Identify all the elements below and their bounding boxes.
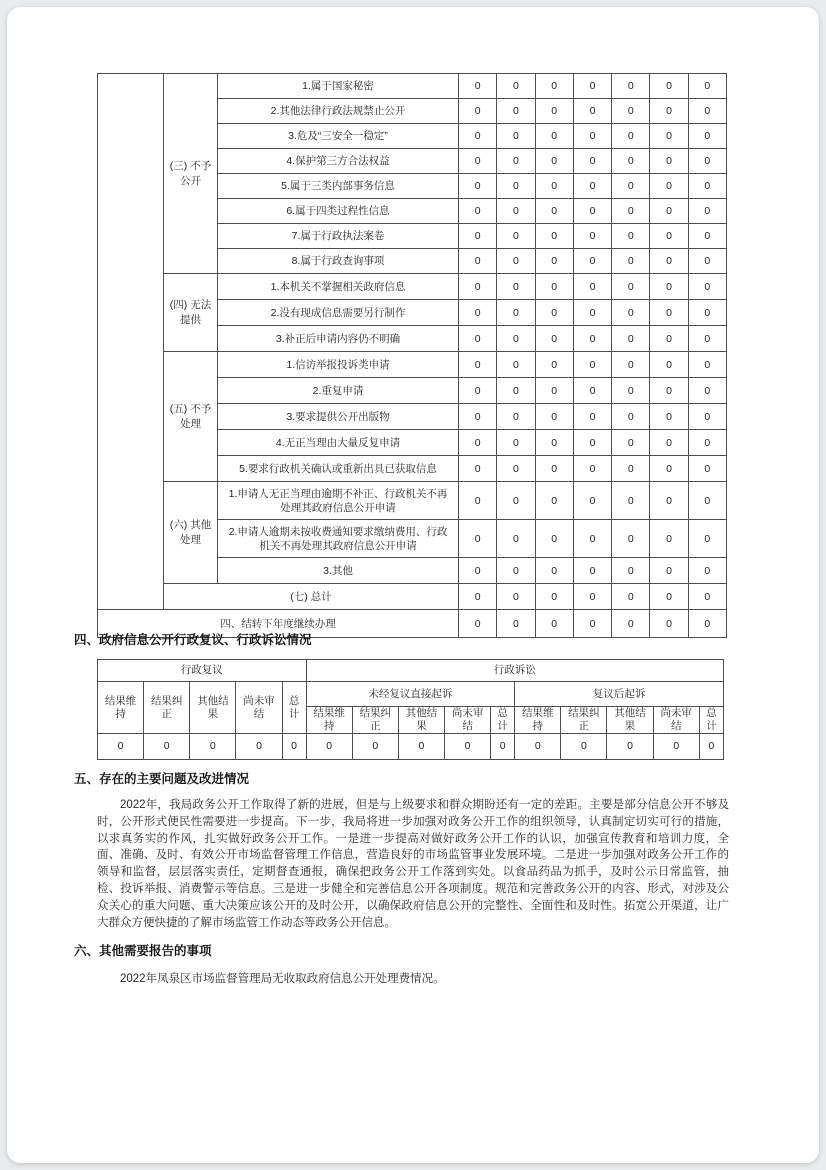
value-cell: 0 — [535, 584, 573, 610]
value-cell: 0 — [688, 300, 726, 326]
value-cell: 0 — [688, 404, 726, 430]
row-label: 6.属于四类过程性信息 — [218, 199, 459, 224]
value-cell: 0 — [497, 274, 535, 300]
column-header: 尚未审结 — [445, 707, 491, 734]
value-cell: 0 — [653, 734, 699, 760]
value-cell: 0 — [612, 99, 650, 124]
value-cell: 0 — [650, 352, 688, 378]
value-cell: 0 — [535, 99, 573, 124]
category-cell-other-processing: (六) 其他处理 — [164, 482, 218, 584]
value-cell: 0 — [497, 378, 535, 404]
value-cell: 0 — [688, 249, 726, 274]
column-header: 结果纠正 — [352, 707, 398, 734]
value-cell: 0 — [573, 99, 611, 124]
value-cell: 0 — [699, 734, 723, 760]
value-cell: 0 — [459, 326, 497, 352]
problems-improvements-paragraph: 2022年，我局政务公开工作取得了新的进展，但是与上级要求和群众期盼还有一定的差距。主要是部分信息公开不够及时，公开形式便民性需要进一步提高。下一步，我局将进一步加强对政务公开工作的组织领导，认真制定切实可行的措施，以求真务实的作风，扎实做好政务公开工作。一是进一步提高对做好政务公开工作的认识，加强宣传教育和培训力度，全面、准确、及时、有效公开市场监督管理工作信息，营造良好的市场监管事业发展环境。二是进一步加强对政务公开工作的领导和监督，层层落实责任，定期督查通报，确保把政务公开工作落到实处。以食品药品为抓手，及时公示日常监管，抽检、投诉举报、消费警示等信息。三是进一步健全和完善信息公开各项制度。规范和完善政务公开的内容、形式，对涉及公众关心的重大问题、重大决策应该公开的及时公开，以确保政府信息公开的完整性、全面性和及时性。拓宽公开渠道，让广大群众方便快捷的了解市场监管工作动态等政务公开信息。 — [97, 799, 729, 929]
value-cell: 0 — [688, 174, 726, 199]
row-label: 7.属于行政执法案卷 — [218, 224, 459, 249]
value-cell: 0 — [497, 124, 535, 149]
value-cell: 0 — [688, 326, 726, 352]
value-cell: 0 — [535, 326, 573, 352]
value-cell: 0 — [497, 326, 535, 352]
value-cell: 0 — [650, 520, 688, 558]
value-cell: 0 — [688, 124, 726, 149]
value-cell: 0 — [459, 404, 497, 430]
value-cell: 0 — [497, 482, 535, 520]
value-cell: 0 — [688, 274, 726, 300]
value-cell: 0 — [497, 149, 535, 174]
value-cell: 0 — [535, 430, 573, 456]
value-cell: 0 — [688, 199, 726, 224]
value-cell: 0 — [459, 584, 497, 610]
value-cell: 0 — [612, 558, 650, 584]
row-label: 2.重复申请 — [218, 378, 459, 404]
value-cell: 0 — [535, 274, 573, 300]
table-row — [98, 274, 727, 300]
document-page — [7, 7, 819, 1163]
row-label: 3.要求提供公开出版物 — [218, 404, 459, 430]
value-cell: 0 — [459, 520, 497, 558]
value-cell: 0 — [612, 584, 650, 610]
value-cell: 0 — [459, 558, 497, 584]
column-header: 其他结果 — [398, 707, 444, 734]
section-heading-problems-improvements: 五、存在的主要问题及改进情况 — [74, 772, 250, 786]
value-cell: 0 — [612, 174, 650, 199]
row-label: 4.无正当理由大量反复申请 — [218, 430, 459, 456]
total-row-label: (七) 总计 — [164, 584, 459, 610]
category-cell-not-processed: (五) 不予处理 — [164, 352, 218, 482]
row-label: 3.其他 — [218, 558, 459, 584]
value-cell: 0 — [573, 300, 611, 326]
value-cell: 0 — [573, 326, 611, 352]
value-cell: 0 — [459, 224, 497, 249]
subgroup-header-after-reconsideration: 复议后起诉 — [515, 682, 724, 707]
value-cell: 0 — [573, 610, 611, 638]
value-cell: 0 — [497, 249, 535, 274]
column-header: 其他结果 — [190, 682, 236, 734]
value-cell: 0 — [688, 224, 726, 249]
value-cell: 0 — [612, 378, 650, 404]
value-cell: 0 — [650, 558, 688, 584]
table-row — [98, 682, 724, 707]
subgroup-header-direct-litigation: 未经复议直接起诉 — [306, 682, 515, 707]
value-cell: 0 — [612, 124, 650, 149]
value-cell: 0 — [688, 99, 726, 124]
value-cell: 0 — [535, 610, 573, 638]
value-cell: 0 — [497, 456, 535, 482]
value-cell: 0 — [398, 734, 444, 760]
value-cell: 0 — [612, 610, 650, 638]
value-cell: 0 — [535, 74, 573, 99]
value-cell: 0 — [650, 99, 688, 124]
row-label: 3.补正后申请内容仍不明确 — [218, 326, 459, 352]
value-cell: 0 — [688, 520, 726, 558]
value-cell: 0 — [573, 404, 611, 430]
group-header-reconsideration: 行政复议 — [98, 660, 307, 682]
section-heading-reconsideration-litigation: 四、政府信息公开行政复议、行政诉讼情况 — [74, 633, 312, 647]
value-cell: 0 — [573, 430, 611, 456]
value-cell: 0 — [650, 149, 688, 174]
column-header: 其他结果 — [607, 707, 653, 734]
value-cell: 0 — [491, 734, 515, 760]
value-cell: 0 — [573, 224, 611, 249]
value-cell: 0 — [445, 734, 491, 760]
row-label: 2.没有现成信息需要另行制作 — [218, 300, 459, 326]
value-cell: 0 — [144, 734, 190, 760]
value-cell: 0 — [650, 224, 688, 249]
other-matters-paragraph: 2022年凤泉区市场监督管理局无收取政府信息公开处理费情况。 — [120, 973, 445, 985]
row-label: 1.本机关不掌握相关政府信息 — [218, 274, 459, 300]
value-cell: 0 — [573, 124, 611, 149]
column-header: 结果维持 — [306, 707, 352, 734]
table-row-values — [98, 734, 724, 760]
value-cell: 0 — [282, 734, 306, 760]
column-header: 尚未审结 — [236, 682, 282, 734]
value-cell: 0 — [459, 124, 497, 149]
row-label: 4.保护第三方合法权益 — [218, 149, 459, 174]
value-cell: 0 — [459, 249, 497, 274]
value-cell: 0 — [497, 99, 535, 124]
value-cell: 0 — [650, 456, 688, 482]
value-cell: 0 — [459, 274, 497, 300]
value-cell: 0 — [497, 352, 535, 378]
value-cell: 0 — [650, 74, 688, 99]
value-cell: 0 — [612, 300, 650, 326]
value-cell: 0 — [535, 482, 573, 520]
value-cell: 0 — [650, 378, 688, 404]
value-cell: 0 — [459, 482, 497, 520]
value-cell: 0 — [459, 456, 497, 482]
value-cell: 0 — [535, 174, 573, 199]
value-cell: 0 — [650, 274, 688, 300]
value-cell: 0 — [688, 482, 726, 520]
value-cell: 0 — [497, 610, 535, 638]
value-cell: 0 — [535, 404, 573, 430]
value-cell: 0 — [459, 378, 497, 404]
value-cell: 0 — [612, 326, 650, 352]
column-header: 总计 — [491, 707, 515, 734]
value-cell: 0 — [612, 199, 650, 224]
value-cell: 0 — [573, 378, 611, 404]
value-cell: 0 — [612, 352, 650, 378]
table-row-total — [98, 584, 727, 610]
value-cell: 0 — [688, 74, 726, 99]
value-cell: 0 — [612, 274, 650, 300]
carryover-row-label: 四、结转下年度继续办理 — [98, 610, 459, 638]
value-cell: 0 — [535, 124, 573, 149]
value-cell: 0 — [688, 558, 726, 584]
value-cell: 0 — [612, 456, 650, 482]
value-cell: 0 — [190, 734, 236, 760]
value-cell: 0 — [573, 520, 611, 558]
application-disposition-table — [97, 73, 727, 638]
column-header: 总计 — [699, 707, 723, 734]
value-cell: 0 — [573, 249, 611, 274]
value-cell: 0 — [573, 352, 611, 378]
value-cell: 0 — [688, 456, 726, 482]
value-cell: 0 — [535, 199, 573, 224]
value-cell: 0 — [612, 149, 650, 174]
value-cell: 0 — [497, 174, 535, 199]
value-cell: 0 — [612, 74, 650, 99]
value-cell: 0 — [497, 74, 535, 99]
value-cell: 0 — [650, 404, 688, 430]
value-cell: 0 — [612, 404, 650, 430]
value-cell: 0 — [650, 610, 688, 638]
value-cell: 0 — [459, 74, 497, 99]
value-cell: 0 — [459, 610, 497, 638]
value-cell: 0 — [459, 99, 497, 124]
value-cell: 0 — [573, 482, 611, 520]
group-header-litigation: 行政诉讼 — [306, 660, 723, 682]
value-cell: 0 — [459, 300, 497, 326]
section-heading-other-matters: 六、其他需要报告的事项 — [74, 944, 212, 958]
value-cell: 0 — [535, 352, 573, 378]
value-cell: 0 — [573, 174, 611, 199]
value-cell: 0 — [306, 734, 352, 760]
value-cell: 0 — [497, 404, 535, 430]
table-row — [98, 352, 727, 378]
value-cell: 0 — [573, 149, 611, 174]
column-header: 结果维持 — [515, 707, 561, 734]
value-cell: 0 — [535, 456, 573, 482]
row-label: 2.其他法律行政法规禁止公开 — [218, 99, 459, 124]
value-cell: 0 — [459, 174, 497, 199]
value-cell: 0 — [497, 300, 535, 326]
value-cell: 0 — [573, 558, 611, 584]
value-cell: 0 — [688, 352, 726, 378]
category-cell-unable-to-provide: (四) 无法提供 — [164, 274, 218, 352]
value-cell: 0 — [497, 584, 535, 610]
value-cell: 0 — [650, 584, 688, 610]
row-label: 3.危及“三安全一稳定” — [218, 124, 459, 149]
value-cell: 0 — [535, 378, 573, 404]
value-cell: 0 — [688, 584, 726, 610]
value-cell: 0 — [688, 430, 726, 456]
value-cell: 0 — [612, 249, 650, 274]
value-cell: 0 — [612, 482, 650, 520]
value-cell: 0 — [612, 224, 650, 249]
reconsideration-litigation-table — [97, 659, 724, 760]
value-cell: 0 — [497, 430, 535, 456]
category-cell-no-disclosure: (三) 不予公开 — [164, 74, 218, 274]
value-cell: 0 — [497, 224, 535, 249]
value-cell: 0 — [497, 520, 535, 558]
value-cell: 0 — [459, 199, 497, 224]
row-label: 5.要求行政机关确认或重新出具已获取信息 — [218, 456, 459, 482]
row-label: 5.属于三类内部事务信息 — [218, 174, 459, 199]
value-cell: 0 — [236, 734, 282, 760]
column-header: 结果纠正 — [561, 707, 607, 734]
value-cell: 0 — [607, 734, 653, 760]
value-cell: 0 — [98, 734, 144, 760]
row-label: 1.信访举报投诉类申请 — [218, 352, 459, 378]
column-header: 结果纠正 — [144, 682, 190, 734]
value-cell: 0 — [573, 274, 611, 300]
value-cell: 0 — [573, 199, 611, 224]
value-cell: 0 — [459, 352, 497, 378]
value-cell: 0 — [688, 149, 726, 174]
value-cell: 0 — [650, 326, 688, 352]
value-cell: 0 — [688, 610, 726, 638]
value-cell: 0 — [497, 558, 535, 584]
value-cell: 0 — [650, 482, 688, 520]
value-cell: 0 — [612, 430, 650, 456]
column-header: 总计 — [282, 682, 306, 734]
value-cell: 0 — [573, 584, 611, 610]
value-cell: 0 — [650, 174, 688, 199]
table-row — [98, 482, 727, 520]
row-label: 1.申请人无正当理由逾期不补正、行政机关不再处理其政府信息公开申请 — [218, 482, 459, 520]
left-merged-empty-cell — [98, 74, 164, 610]
table-row — [98, 660, 724, 682]
column-header: 尚未审结 — [653, 707, 699, 734]
table-row — [98, 74, 727, 99]
value-cell: 0 — [650, 249, 688, 274]
value-cell: 0 — [650, 300, 688, 326]
value-cell: 0 — [535, 558, 573, 584]
value-cell: 0 — [650, 124, 688, 149]
value-cell: 0 — [535, 520, 573, 558]
value-cell: 0 — [573, 456, 611, 482]
value-cell: 0 — [535, 249, 573, 274]
value-cell: 0 — [650, 199, 688, 224]
value-cell: 0 — [573, 74, 611, 99]
row-label: 1.属于国家秘密 — [218, 74, 459, 99]
value-cell: 0 — [561, 734, 607, 760]
value-cell: 0 — [650, 430, 688, 456]
value-cell: 0 — [515, 734, 561, 760]
value-cell: 0 — [459, 430, 497, 456]
value-cell: 0 — [352, 734, 398, 760]
row-label: 2.申请人逾期未按收费通知要求缴纳费用、行政机关不再处理其政府信息公开申请 — [218, 520, 459, 558]
value-cell: 0 — [612, 520, 650, 558]
row-label: 8.属于行政查询事项 — [218, 249, 459, 274]
value-cell: 0 — [535, 224, 573, 249]
value-cell: 0 — [688, 378, 726, 404]
value-cell: 0 — [535, 300, 573, 326]
value-cell: 0 — [497, 199, 535, 224]
value-cell: 0 — [535, 149, 573, 174]
column-header: 结果维持 — [98, 682, 144, 734]
value-cell: 0 — [459, 149, 497, 174]
